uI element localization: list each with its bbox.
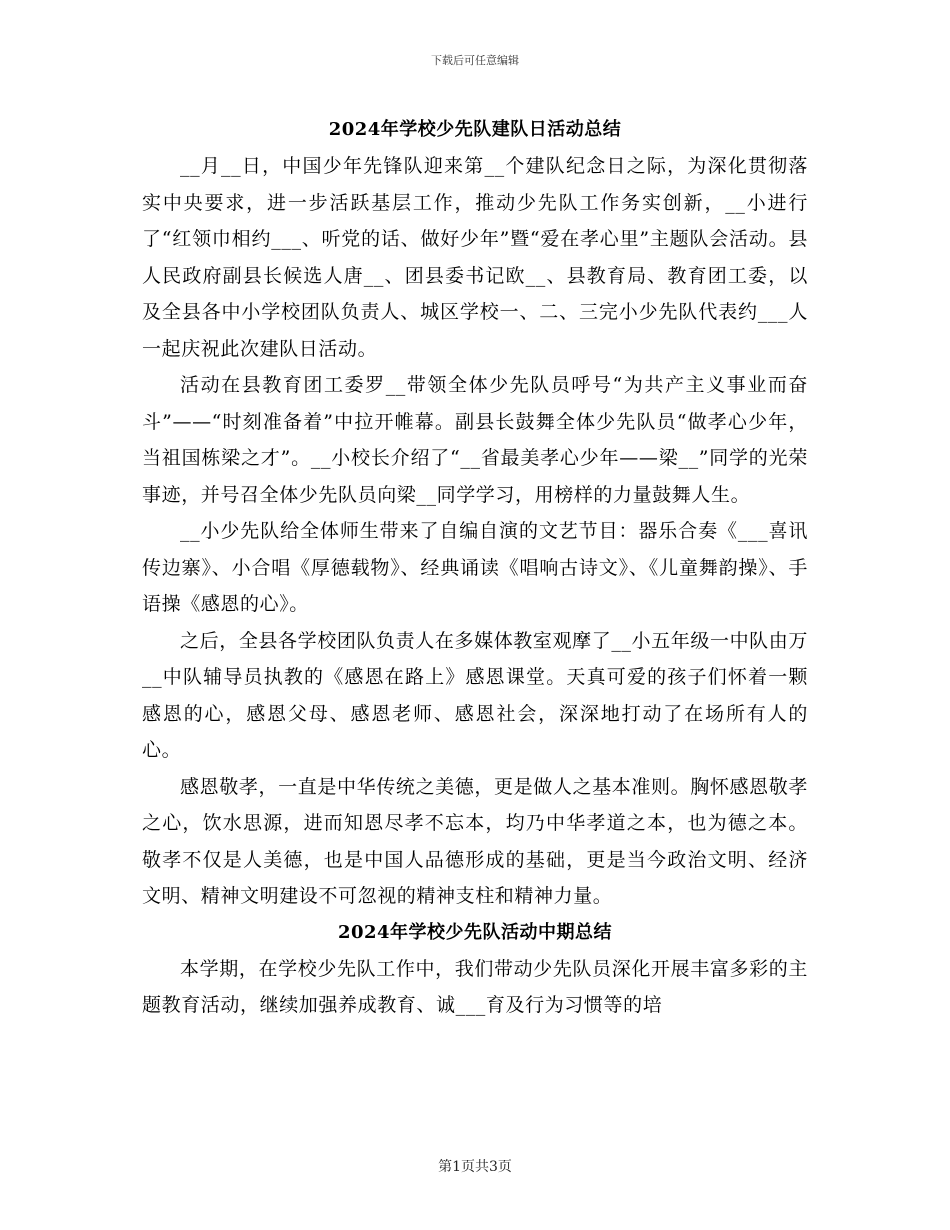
section-2-title: 2024年学校少先队活动中期总结	[337, 921, 613, 943]
section-2-paragraph-1: 本学期，在学校少先队工作中，我们带动少先队员深化开展丰富多彩的主题教育活动，继续加强养成教育、诚___育及行为习惯等的培	[142, 957, 808, 1016]
section-1-paragraph-2: 活动在县教育团工委罗__带领全体少先队员呼号“为共产主义事业而奋斗”——“时刻准备着”中拉开帷幕。副县长鼓舞全体少先队员“做孝心少年，当祖国栋梁之才”。__小校长介绍了“__省最美孝心少年——梁__”同学的光荣事迹，并号召全体少先队员向梁__同学学习，用榜样的力量鼓舞人生。	[142, 374, 808, 506]
section-1-title: 2024年学校少先队建队日活动总结	[328, 119, 622, 140]
section-1-paragraph-3: __小少先队给全体师生带来了自编自演的文艺节目：器乐合奏《___喜讯传边寨》、小合唱《厚德载物》、经典诵读《唱响古诗文》、《儿童舞韵操》、手语操《感恩的心》。	[142, 520, 808, 615]
document-body	[142, 112, 808, 1024]
page-number: 第1页共3页	[438, 1159, 512, 1175]
header-note: 下载后可任意编辑	[431, 54, 519, 67]
section-1-paragraph-4: 之后，全县各学校团队负责人在多媒体教室观摩了__小五年级一中队由万__中队辅导员执教的《感恩在路上》感恩课堂。天真可爱的孩子们怀着一颗感恩的心，感恩父母、感恩老师、感恩社会，深深地打动了在场所有人的心。	[142, 629, 808, 761]
section-1-paragraph-5: 感恩敬孝，一直是中华传统之美德，更是做人之基本准则。胸怀感恩敬孝之心，饮水思源，进而知恩尽孝不忘本，均乃中华孝道之本，也为德之本。敬孝不仅是人美德，也是中国人品德形成的基础，更是当今政治文明、经济文明、精神文明建设不可忽视的精神支柱和精神力量。	[142, 775, 808, 907]
section-1-paragraph-1: __月__日，中国少年先锋队迎来第__个建队纪念日之际，为深化贯彻落实中央要求，进一步活跃基层工作，推动少先队工作务实创新，__小进行了“红领巾相约___、听党的话、做好少年”暨“爱在孝心里”主题队会活动。县人民政府副县长候选人唐__、团县委书记欧__、县教育局、教育团工委，以及全县各中小学校团队负责人、城区学校一、二、三完小少先队代表约___人一起庆祝此次建队日活动。	[142, 155, 808, 360]
